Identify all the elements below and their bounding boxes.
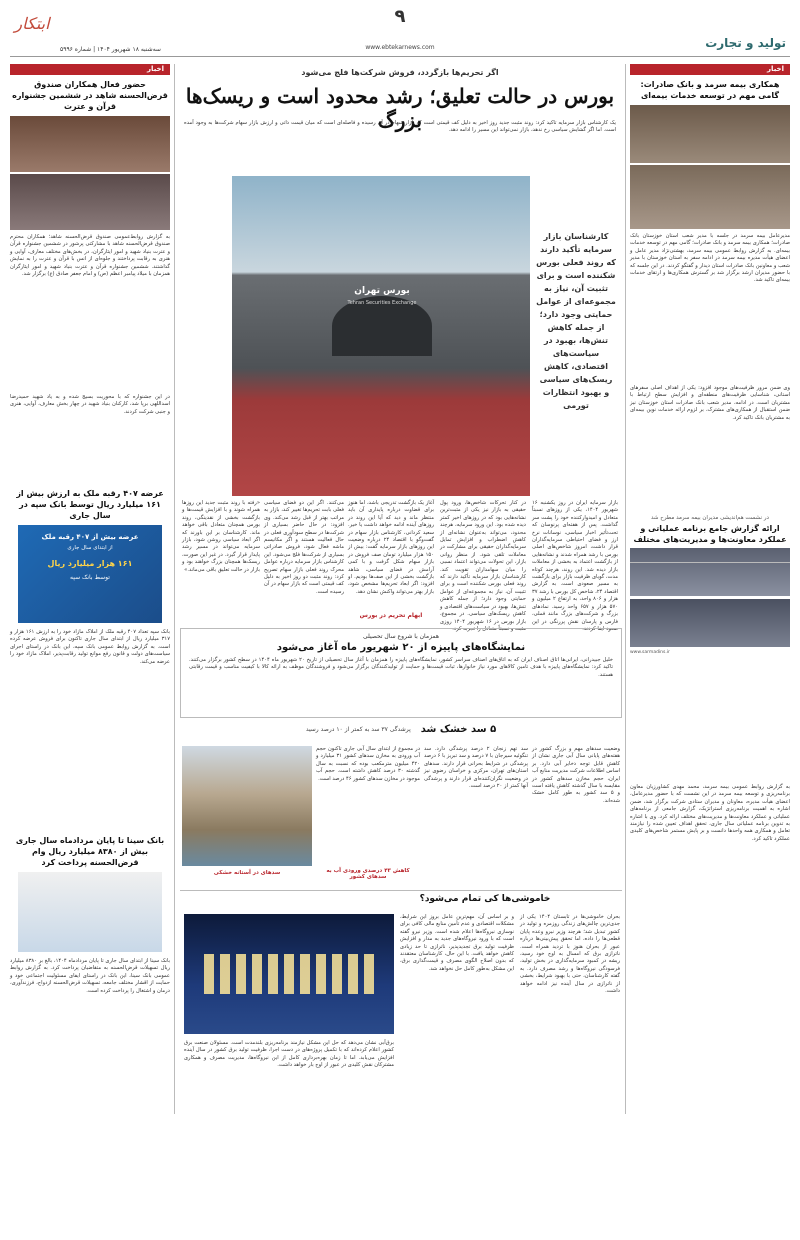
sina-bank-photo bbox=[18, 872, 162, 952]
left-article-body-2: در این جشنواره که با محوریت بسیج شده و به یاد شهید حمیدرضا اسداللهی برپا شد، کارکنان بنیاد شهید در چهار بخش معارف، آوایی، هنری و جنبی شرکت کردند. bbox=[10, 394, 170, 415]
dams-subhead: کاهش ۴۳ درصدی ورودی آب به سدهای کشور bbox=[326, 868, 410, 880]
page-number: ۹ bbox=[394, 6, 406, 27]
conference-photo-1 bbox=[630, 548, 790, 596]
page-header bbox=[0, 0, 800, 62]
lightbulbs-photo bbox=[184, 914, 394, 1034]
sina-title: بانک سینا تا پایان مردادماه سال جاری بیش از ۸۳۸۰ میلیارد ریال وام قرض‌الحسنه پرداخت کرد bbox=[15, 836, 165, 867]
sina-body: بانک سینا از ابتدای سال جاری تا پایان مردادماه ۱۴۰۴، بالغ بر ۸۳۸۰ میلیارد ریال تسهیلات قرض‌الحسنه به متقاضیان پرداخت کرد. به گزارش روابط عمومی بانک سینا، این بانک در راستای ایفای مسئولیت اجتماعی خود و حمایت از اقشار مختلف جامعه، تسهیلات قرض‌الحسنه ازدواج، فرزندآوری، درمان و اشتغال را پرداخت کرده است. bbox=[10, 958, 171, 994]
right-source: www.sarmadins.ir bbox=[630, 650, 670, 655]
dams-body-1: وضعیت سدهای مهم و بزرگ کشور در هفته‌های پایانی سال آبی جاری نشان از کاهش قابل توجه ذخایر آبی دارد. بر اساس اطلاعات شرکت مدیریت منابع آب ایران، حجم مخازن سدهای کشور در مقایسه با سال گذشته کاهش یافته است و ۵ سد کشور به طور کامل خشک شده‌اند. bbox=[532, 746, 620, 804]
main-lead: یک کارشناس بازار سرمایه تاکید کرد: روند مثبت جدید روز اخیر به دلیل کف قیمتی است که بازار سهام در آن رسیده و فاصله‌ای است که میان قیمت ذاتی و ارزش بازار سهام شرکت‌ها به وجود آمده است. اما اگر گشایش سیاسی رخ ندهد، بازار نمی‌تواند این مسیر را ادامه دهد. bbox=[184, 120, 616, 134]
ad-line-4: توسط بانک سپه bbox=[70, 574, 110, 581]
right-article-body-2: وی ضمن مرور ظرفیت‌های موجود افزود: یکی از اهداف اصلی سفرهای استانی، شناسایی ظرفیت‌های منطقه‌ای و افزایش سطح ارتباط با مشتریان است. در ادامه، مدیر شعب بانک صادرات استان خوزستان نیز ضمن استقبال از همکاری‌های مشترک، بر لزوم ارائه خدمات نوین بیمه‌ای به مشتریان بانک تاکید کرد. bbox=[630, 385, 790, 421]
sepah-title: عرضه ۴۰۷ رقبه ملک به ارزش بیش از ۱۶۱ میلیارد ریال توسط بانک سپه در سال جاری bbox=[16, 489, 164, 520]
exchange-sign-en: Tehran Securities Exchange bbox=[347, 300, 417, 306]
festival-photo-1 bbox=[10, 116, 170, 172]
main-headline: بورس در حالت تعلیق؛ رشد محدود است و ریسک‌ها بزرگ bbox=[185, 84, 615, 132]
right-article2-kicker: در نشست هم‌اندیشی مدیران بیمه سرمد مطرح شد bbox=[651, 515, 769, 521]
site-url[interactable]: www.ebtekarnews.com bbox=[365, 44, 435, 51]
right-article2-title: ارائه گزارش جامع برنامه عملیاتی و عملکرد معاونت‌ها و مدیریت‌های مختلف bbox=[633, 524, 787, 544]
right-column bbox=[630, 64, 790, 784]
right-article-body-1: مدیرعامل بیمه سرمد در جلسه با مدیر شعب استان خوزستان بانک صادرات؛ همکاری بیمه سرمد و بانک صادرات؛ گامی مهم در توسعه خدمات بیمه‌ای. به گزارش روابط عمومی بیمه سرمد، بهشتی‌نژاد مدیر عامل و اعضای هیأت مدیره بیمه سرمد در ادامه سفر به استان خوزستان با مدیر شعب و معاونین بانک صادرات استان دیدار و گفتگو کردند. در این جلسه که با حضور مدیران ارشد برگزار شد بر گسترش همکاری‌ها و ارتقای خدمات بیمه‌ای تاکید شد. bbox=[630, 233, 790, 284]
exchange-sign: بورس تهران bbox=[354, 286, 410, 296]
dams-title: ۵ سد خشک شد bbox=[420, 724, 497, 735]
sepah-ad-banner[interactable] bbox=[18, 525, 162, 623]
newspaper-logo: ابتکار bbox=[14, 14, 50, 33]
main-col-a: بازار سرمایه ایران در روز یکشنبه ۱۶ شهریور ۱۴۰۴، یکی از روزهای نسبتاً متعادل و امیدوارکننده خود را پشت سر گذاشت. پس از هفته‌ای پرنوسان که تحت‌تأثیر اخبار سیاسی، نوسانات نرخ ارز و فضای احتیاطی سرمایه‌گذاران قرار داشت، امروز شاخص‌های اصلی بورس با رشد همراه شدند و نشانه‌هایی از بازگشت اعتماد به بخشی از معاملات بازار دیده شد. این روند، هرچند کوتاه مدت، گویای ظرفیت بازار برای بازگشت به مسیر صعودی است. به گزارش اقتصاد ۲۴، شاخص کل بورس با رشد ۳۷ هزار و ۸۰۶ واحد، به ارتفاع ۲ میلیون و ۵۷۰ هزار و ۶۵۷ واحد رسید. نمادهای بزرگ و شرکت‌های بزرگ مانند فملی، فارس و پارسان نقش پررنگی در این صعود ایفا کردند. bbox=[532, 500, 619, 632]
ad-line-1: عرضه بیش از ۴۰۷ رقبه ملک bbox=[41, 533, 139, 541]
tehran-exchange-photo bbox=[232, 176, 530, 496]
expo-body: خلیل جبیدرانی، ایرانی‌ها اتاق اصناف ایران که به اتاق‌های اصناف سراسر کشور، نمایشگاه‌های پاییزه را همزمان با آغاز سال تحصیلی از تاریخ ۲۰ شهریور ماه ۱۴۰۴ در سطح کشور برگزار می‌کنند. تاکید کرد: نمایشگاه‌های پاییزه با هدف تامین کالاهای مورد نیاز خانوارها، ثبات قیمت‌ها و حمایت از تولیدکنندگان برگزار می‌شود و فروشندگان موظف به ارائه کالا با کیفیت مناسب و قیمت رقابتی هستند. bbox=[189, 657, 614, 678]
festival-photo-2 bbox=[10, 174, 170, 230]
main-col-e-side bbox=[182, 176, 228, 496]
right-article-title: همکاری بیمه سرمد و بانک صادرات: گامی مهم در توسعه خدمات بیمه‌ای bbox=[640, 80, 780, 100]
expo-kicker: همزمان با شروع سال تحصیلی bbox=[362, 633, 440, 640]
expo-box bbox=[180, 628, 622, 718]
dams-subtitle: پرشدگی ۳۷ سد به کمتر از ۱۰ درصد رسید bbox=[305, 726, 411, 733]
meeting-photo-2 bbox=[630, 165, 790, 229]
main-col-b: در کنار تحرکات شاخص‌ها، ورود پول حقیقی به بازار نیز یکی از مثبت‌ترین نشانه‌هایی بود که در روزهای اخیر کمتر دیده شده بود. این ورود سرمایه، هرچند محدود، می‌تواند به‌عنوان نشانه‌ای از کاهش اضطراب و افزایش تمایل سرمایه‌گذاران حقیقی برای مشارکت در معاملات تلقی شود. از منظر روانی بازار، این تحولات می‌تواند اعتماد نسبی را میان سهامداران تقویت کند. کارشناسان بازار سرمایه تأکید دارند که روند فعلی بورس شکننده است و برای تثبیت آن، نیاز به مجموعه‌ای از عوامل حمایتی وجود دارد؛ از جمله کاهش تنش‌ها، بهبود در سیاست‌های اقتصادی و کاهش ریسک‌های سیاسی. در مجموع، بازار بورس در ۱۶ شهریور ۱۴۰۴ روزی مثبت و نسبتاً متعادل را تجربه کرد. bbox=[440, 500, 527, 632]
bottom-col-2: و بر اساس آن، مهم‌ترین عامل بروز این شرایط، مشکلات اقتصادی و عدم تأمین منابع مالی کافی برای نوسازی نیروگاه‌ها اعلام شده است. وزیر نیرو گفته است که با ورود نیروگاه‌های جدید به مدار و افزایش ظرفیت تولید برق تجدیدپذیر، ناترازی تا حد زیادی کاهش خواهد یافت. با این حال، کارشناسان معتقدند که بدون اصلاح الگوی مصرف و قیمت‌گذاری برق، این مشکل به‌طور کامل حل نخواهد شد. bbox=[400, 914, 514, 972]
dams-subhead-2: سدهای در آستانه خشکی bbox=[213, 870, 281, 876]
ad-line-2: از ابتدای سال جاری bbox=[67, 545, 113, 551]
right-article2-body: به گزارش روابط عمومی بیمه سرمد، محمد مهدی کشاورزیان معاون برنامه‌ریزی و توسعه بیمه سرمد در این نشست که با حضور مدیرعامل، اعضای هیأت مدیره، معاونان و مدیران ستادی شرکت برگزار شد، ضمن اشاره به اهمیت برنامه‌ریزی استراتژیک، گزارش جامعی از برنامه‌های عملیاتی و عملکرد معاونت‌ها و مدیریت‌های مختلف ارائه کرد. وی با اشاره به تدوین برنامه عملیاتی سال جاری، تحقق اهداف تعیین شده را نیازمند تعامل و همکاری همه واحدها دانست و بر پایش مستمر شاخص‌های کلیدی عملکرد تاکید کرد. bbox=[630, 784, 790, 842]
main-col-c: آغاز یک بازگشت تدریجی باشد، اما هنوز برای قضاوت درباره پایداری آن باید منتظر ماند و دید که آیا این روند در روزهای آینده ادامه خواهد داشت یا خیر. سعید کردانی، کارشناس بازار سهام در گفت‌وگو با اقتصاد ۲۴ درباره وضعیت این روزهای بازار سرمایه گفت: بیش از ۱۵۰ هزار میلیارد تومان صف فروش در بازار سهام شکل گرفت و با کمی آرامش در فضای سیاسی، شاهد بازگشت بخشی از این صف‌ها بودیم. او افزود: اگر ابعاد تحریم‌ها مشخص شود، بازار بهتر می‌تواند واکنش نشان دهد. bbox=[348, 500, 434, 595]
conference-photo-2 bbox=[630, 599, 790, 647]
bottom-col-1: بحران خاموشی‌ها در تابستان ۱۴۰۴ یکی از جدی‌ترین چالش‌های زندگی روزمره و تولید در کشور تبدیل شد؛ هرچند وزیر نیرو وعده پایان قطعی‌ها را داده، اما تحقق پیش‌بینی‌ها درباره عبور از بحران هنوز با تردید همراه است. ناترازی برق که امسال به اوج خود رسید، ریشه در کمبود سرمایه‌گذاری در بخش تولید، فرسودگی نیروگاه‌ها و رشد مصرف دارد. به گفته کارشناسان، حتی با بهبود شرایط، بخشی از ناترازی در سال آینده نیز ادامه خواهد داشت. bbox=[520, 914, 620, 995]
dams-body-2: سد تهم زنجان ۲ درصد پرشدگی دارد. سد تنگوئیه سیرجان با ۷ درصد و سد تبریز با ۶ درصد پرشدگی در شرایط بحرانی قرار دارند. سدهای استان‌های تهران، مرکزی و خراسان رضوی نیز در وضعیت نگران‌کننده‌ای قرار دارند و پرشدگی آنها کمتر از ۲۰ درصد است. bbox=[424, 746, 529, 790]
main-subhead: ابهام تحریم در بورس bbox=[359, 612, 423, 619]
section-title: تولید و تجارت bbox=[705, 36, 786, 50]
expo-title: نمایشگاه‌های پاییزه از ۲۰ شهریور ماه آغاز می‌شود bbox=[276, 642, 526, 653]
header-rule bbox=[10, 56, 790, 57]
issue-info: سه‌شنبه ۱۸ شهریور ۱۴۰۴ | شماره ۵۹۹۶ bbox=[60, 46, 161, 53]
right-news-band: اخبار bbox=[630, 64, 790, 75]
left-article-body-1: به گزارش روابط‌عمومی صندوق قرض‌الحسنه شاهد؛ همکاران محترم صندوق قرض‌الحسنه شاهد با مشارکتی پرشور در ششمین جشنواره قرآن و عترت بنیاد شهید و امور ایثارگران، در بخش‌های مختلف معارف، آوایی و هنری به رقابت پرداختند و جلوه‌ای از انس با قرآن و عترت را به نمایش گذاشتند. ششمین جشنواره قرآن و عترت بنیاد شهید و امور ایثارگران همزمان با میلاد پیامبر اعظم (ص) و امام جعفر صادق (ع) برگزار شد. bbox=[10, 234, 170, 278]
sepah-body: بانک سپه تعداد ۴۰۷ رقبه ملک از املاک مازاد خود را به ارزش ۱۶۱ هزار و ۳۱۷ میلیارد ریال از ابتدای سال جاری تاکنون برای فروش عرضه کرده است. به گزارش روابط عمومی بانک سپه، این بانک در راستای اجرای سیاست‌های دولت و قانون رفع موانع تولید رقابت‌پذیر، املاک مازاد خود را عرضه می‌کند. bbox=[10, 629, 170, 665]
dams-body-3: در مجموع از ابتدای سال آبی جاری تاکنون حجم آب ورودی به مخازن سدهای کشور ۳۱ میلیارد و ۴۲۰ میلیون مترمکعب بوده که نسبت به سال گذشته ۳۰ درصد کاهش داشته است. حجم آب موجود در مخازن سدهای کشور ۴۶ درصد است. bbox=[316, 746, 420, 782]
bottom-col-3: برق‌آبی نشان می‌دهد که حل این مشکل نیازمند برنامه‌ریزی بلندمدت است. مسئولان صنعت برق کشور اعلام کرده‌اند که با تکمیل پروژه‌های در دست اجرا، ظرفیت تولید برق کشور در سال آینده افزایش می‌یابد. اما تا زمان بهره‌برداری کامل از این نیروگاه‌ها، مدیریت مصرف و همکاری مشترکان نقش کلیدی در عبور از اوج بار خواهد داشت. bbox=[184, 1040, 394, 1069]
left-news-band: اخبار bbox=[10, 64, 170, 75]
main-kicker: اگر تحریم‌ها بازگردد، فروش شرکت‌ها فلج می‌شود bbox=[301, 68, 499, 77]
bottom-title: خاموشی‌ها کی تمام می‌شود؟ bbox=[419, 894, 551, 904]
main-pull-quote: کارشناسان بازار سرمایه تأکید دارند که روند فعلی بورس شکننده است و برای تثبیت آن، نیاز به مجموعه‌ای از عوامل حمایتی وجود دارد؛ از جمله کاهش تنش‌ها، بهبود در سیاست‌های اقتصادی، کاهش ریسک‌های سیاسی و بهبود انتظارات تورمی bbox=[536, 232, 616, 410]
ad-line-3: ۱۶۱ هزار میلیارد ریال bbox=[47, 559, 133, 568]
left-column bbox=[10, 64, 170, 1174]
main-col-e: «رفته با روند مثبت جدید این روزها همراه شوند و با افزایش قیمت‌ها و بازگشت بخشی از نقدینگی، روند بورس همچنان متعادل باقی خواهد ماند. کارشناسان بر این باورند که اگر ابعاد سیاسی روشن شود، بازار سرمایه می‌تواند در مسیر رشد پایدار قرار گیرد. در غیر این صورت، ریسک‌ها همچنان بزرگ خواهند بود و بازار در حالت تعلیق باقی می‌ماند.» bbox=[182, 500, 260, 573]
dry-dam-photo bbox=[182, 746, 312, 866]
left-article-title: حضور فعال همکاران صندوق قرض‌الحسنه شاهد در ششمین جشنواره قرآن و عترت bbox=[12, 80, 168, 111]
meeting-photo-1 bbox=[630, 105, 790, 163]
main-col-d: می‌کنند. اگر این دو فضای سیاسی فعلی بابت تحریم‌ها تغییر کند، بازار به مراتب بهتر از قبل رشد می‌کند. وی افزود: در حال حاضر بسیاری از شرکت‌ها در سطح سودآوری فعلی در حال فعالیت هستند و اگر مکانیسم ماشه فعال شود، فروش صادراتی بسیاری از شرکت‌ها فلج می‌شود. این کارشناس بازار سرمایه درباره عوامل محرک روند فعلی بازار سهام تصریح کرد: روند مثبت دو روز اخیر به دلیل کف قیمتی است که بازار سهام در آن رسیده است. bbox=[264, 500, 344, 595]
